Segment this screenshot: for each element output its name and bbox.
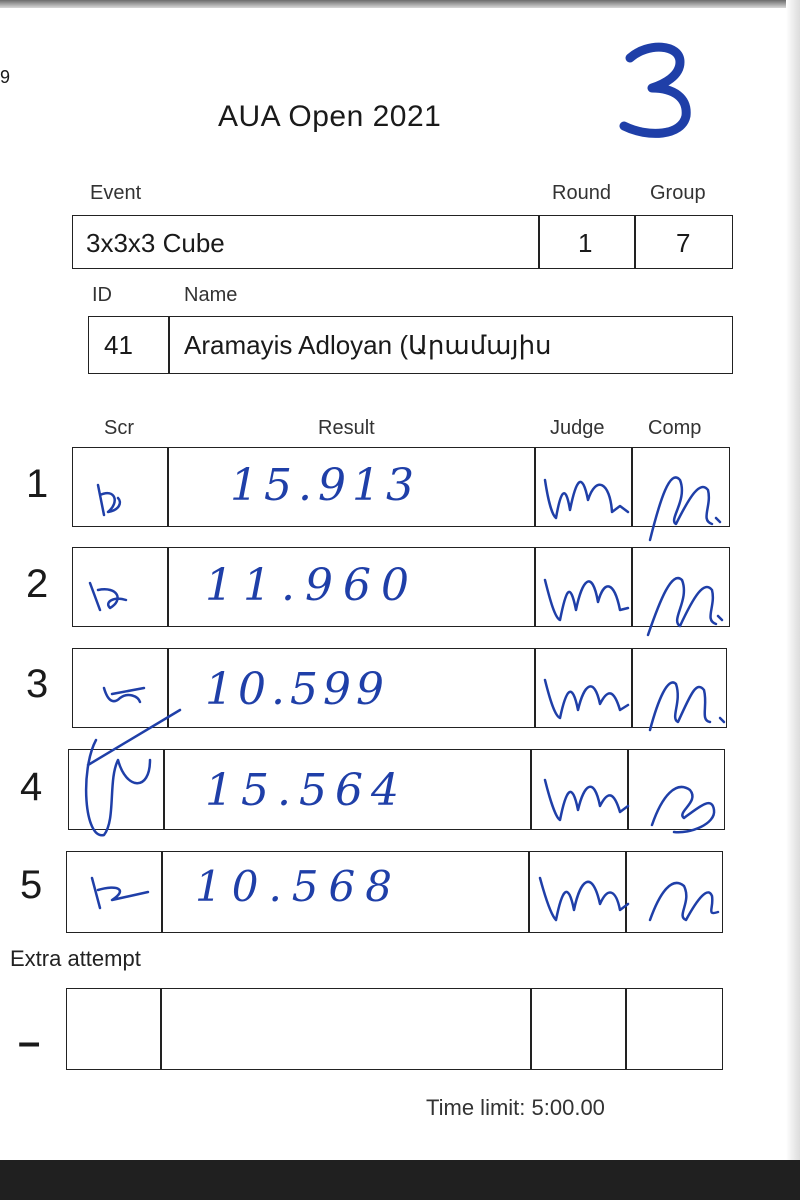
scrambler-initials bbox=[92, 878, 148, 908]
divider bbox=[538, 215, 540, 269]
competitor-name: Aramayis Adloyan (Արամայիս bbox=[184, 330, 552, 360]
col-judge: Judge bbox=[550, 417, 605, 439]
judge-signature bbox=[545, 680, 628, 718]
attempt-number: 5 bbox=[20, 863, 43, 907]
result-handwritten: 11.960 bbox=[205, 560, 419, 611]
competitor-id: 41 bbox=[104, 330, 133, 360]
group-label: Group bbox=[650, 182, 706, 204]
group-value: 7 bbox=[676, 228, 691, 258]
round-value: 1 bbox=[578, 228, 593, 258]
scrambler-initials bbox=[104, 688, 144, 702]
divider bbox=[625, 988, 627, 1070]
divider bbox=[160, 988, 162, 1070]
col-scr: Scr bbox=[104, 417, 134, 439]
result-handwritten: 10.599 bbox=[205, 664, 389, 715]
col-result: Result bbox=[318, 417, 375, 439]
scrambler-initials bbox=[90, 583, 126, 610]
name-label: Name bbox=[184, 284, 238, 306]
event-value: 3x3x3 Cube bbox=[86, 228, 225, 258]
attempt-number: 2 bbox=[26, 562, 49, 606]
scan-edge-top bbox=[0, 0, 800, 8]
judge-signature bbox=[545, 580, 628, 620]
competitor-signature bbox=[650, 477, 720, 540]
col-comp: Comp bbox=[648, 417, 702, 439]
round-label: Round bbox=[552, 182, 611, 204]
judge-signature bbox=[540, 878, 628, 920]
competitor-signature bbox=[648, 578, 722, 635]
attempt-number: 4 bbox=[20, 765, 43, 809]
attempt-number: 1 bbox=[26, 462, 49, 506]
signatures-ink bbox=[0, 440, 800, 940]
handwritten-group-mark bbox=[618, 40, 698, 140]
sheet-number: 9 bbox=[0, 67, 11, 87]
time-limit: Time limit: 5:00.00 bbox=[426, 1095, 605, 1120]
competitor-signature bbox=[650, 682, 724, 730]
divider bbox=[168, 316, 170, 374]
divider bbox=[530, 988, 532, 1070]
scrambler-initials bbox=[98, 485, 120, 515]
scan-edge-bottom bbox=[0, 1160, 800, 1200]
extra-attempt-dash: – bbox=[18, 1020, 41, 1064]
competitor-signature bbox=[652, 787, 714, 832]
divider bbox=[634, 215, 636, 269]
judge-signature bbox=[545, 480, 628, 518]
result-handwritten: 15.913 bbox=[230, 460, 420, 511]
event-label: Event bbox=[90, 182, 142, 204]
id-label: ID bbox=[92, 284, 112, 306]
judge-signature bbox=[545, 780, 628, 820]
competition-title: AUA Open 2021 bbox=[218, 100, 442, 133]
result-handwritten: 10.568 bbox=[195, 862, 402, 911]
extra-attempt-label: Extra attempt bbox=[10, 946, 141, 971]
result-handwritten: 15.564 bbox=[205, 765, 407, 816]
scrambler-initials bbox=[86, 710, 180, 835]
competitor-signature bbox=[650, 883, 718, 920]
attempt-number: 3 bbox=[26, 662, 49, 706]
